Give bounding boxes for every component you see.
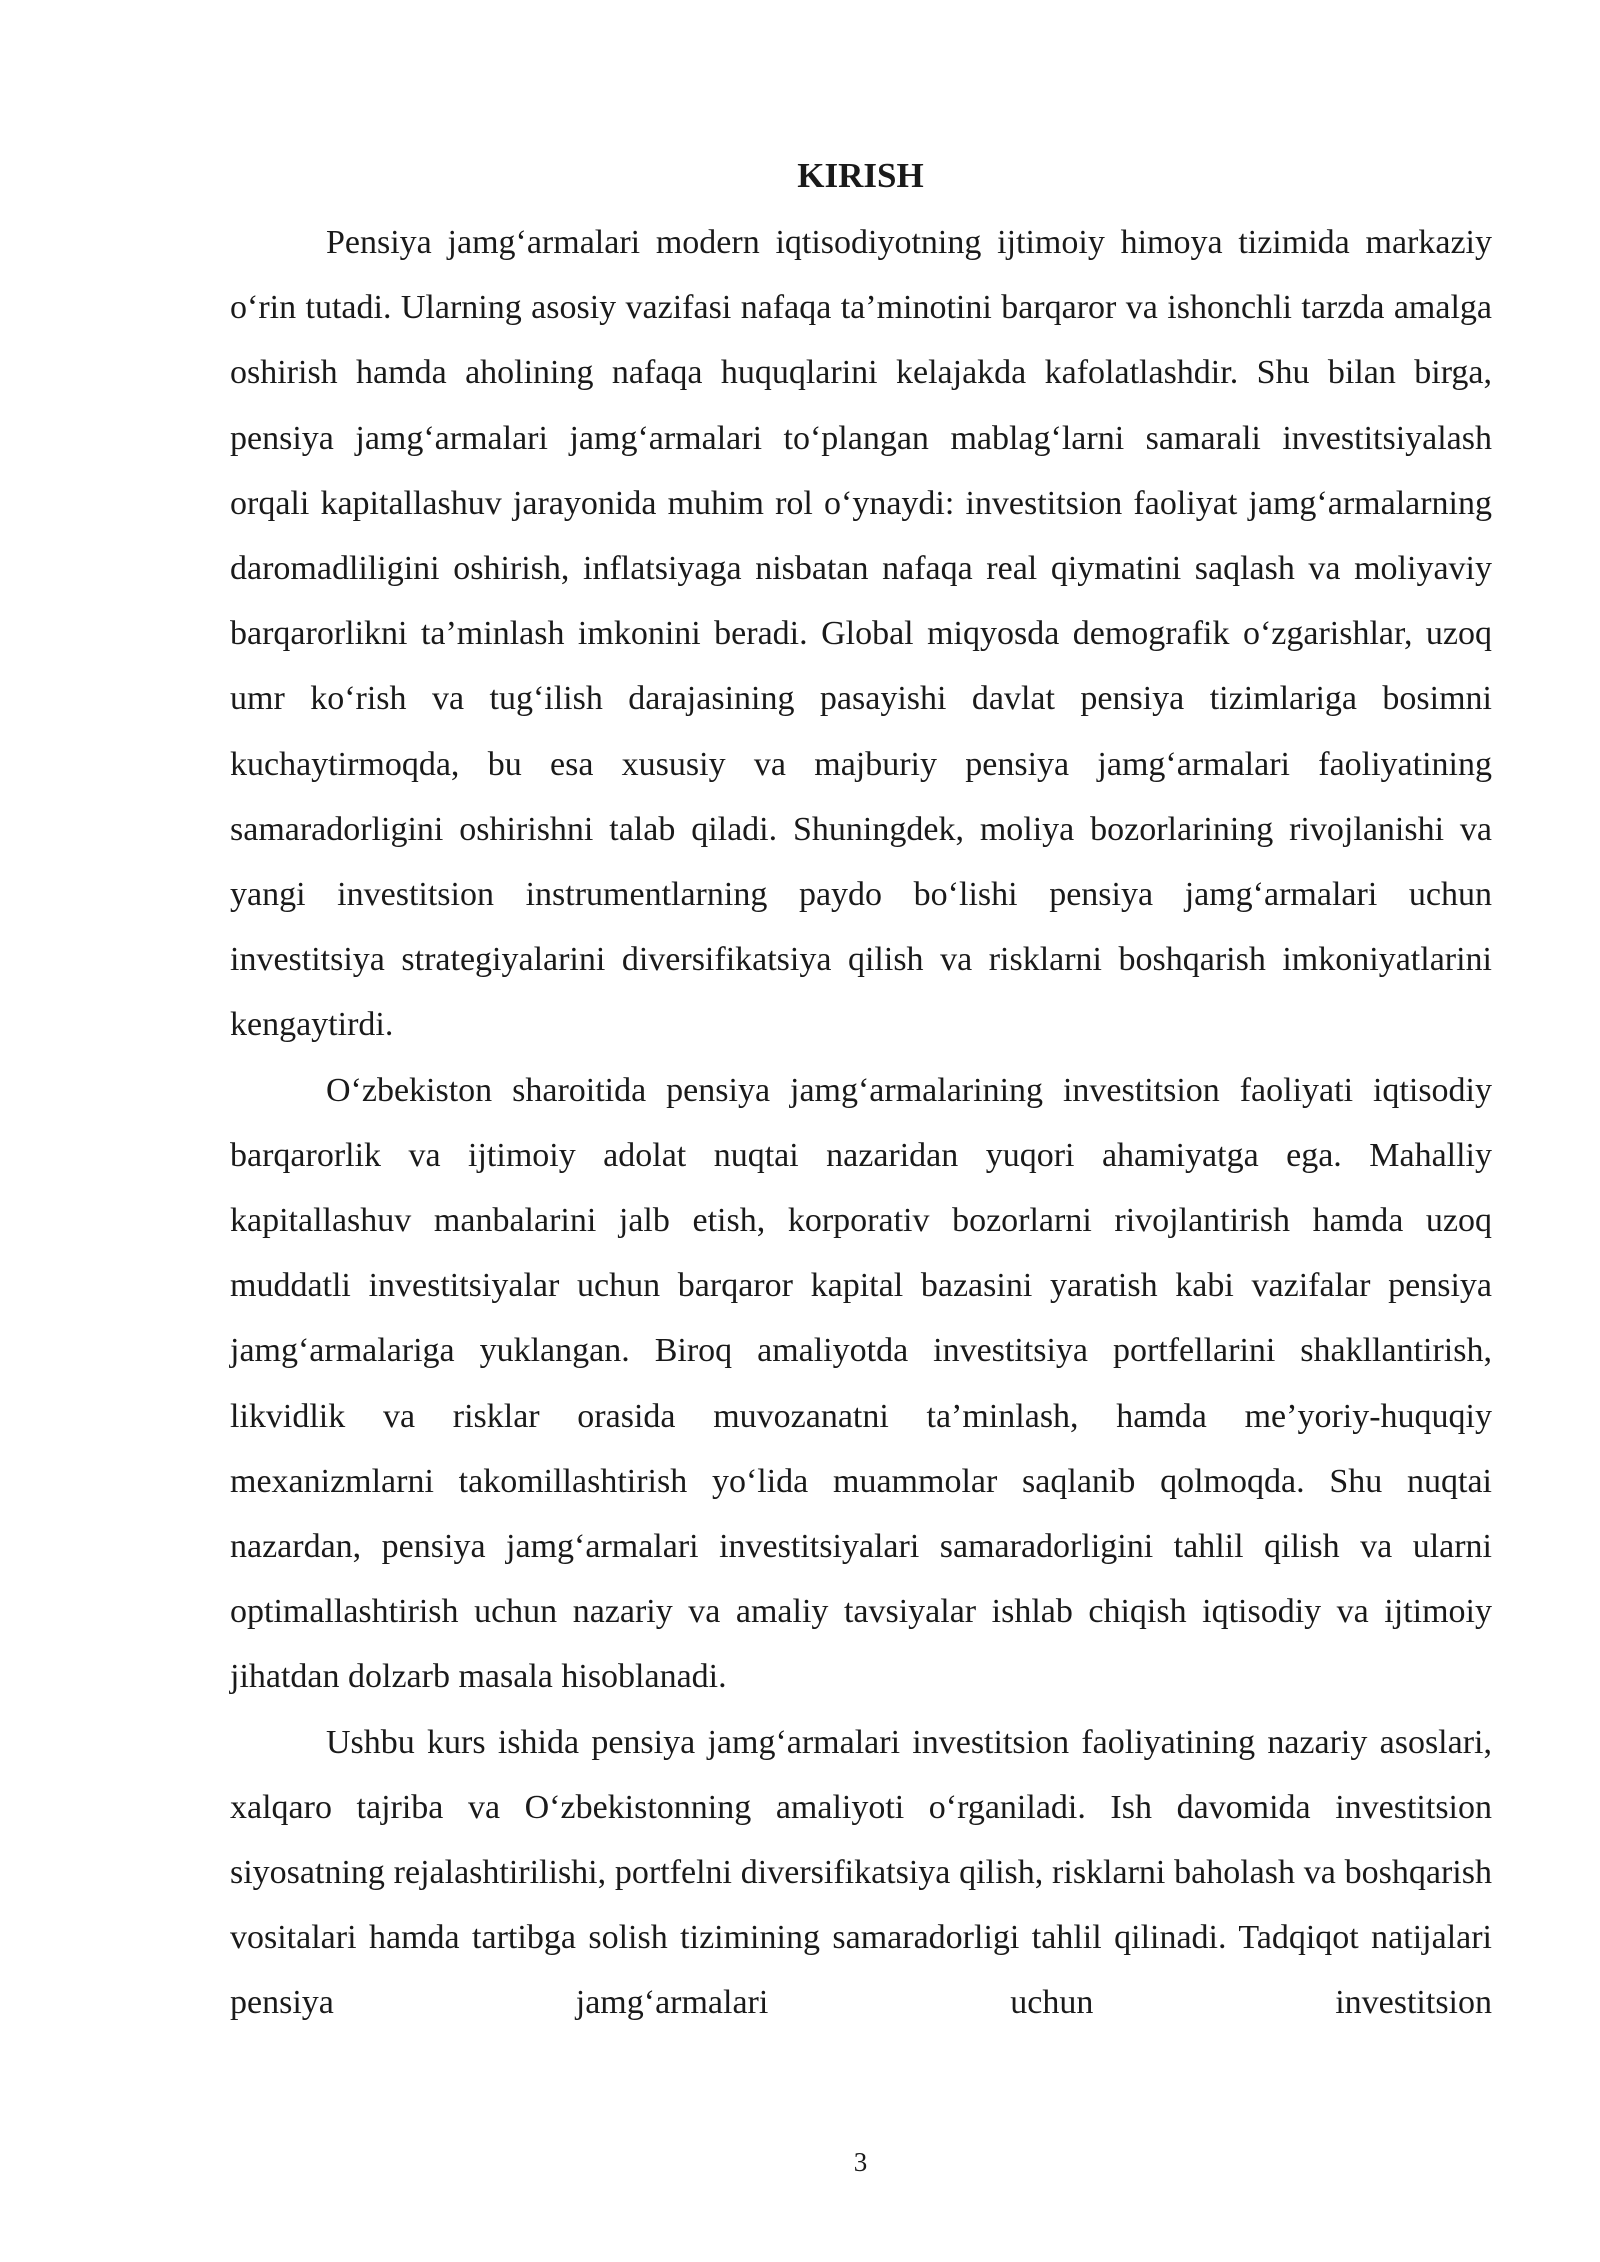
paragraph-3: Ushbu kurs ishida pensiya jamg‘armalari investitsion faoliyatining nazariy asoslari, xalqaro tajriba va O‘zbekistonning amaliyoti o‘rganiladi. Ish davomida investitsion siyosatning rejalashtirilishi, portfelni diversifikatsiya qilish, risklarni baholash va boshqarish vositalari hamda tartibga solish tizimining samaradorligi tahlil qilinadi. Tadqiqot natijalari pensiya jamg‘armalari uchun investitsion xyxy=(230,1723,1492,2022)
body-text xyxy=(230,210,1492,2036)
section-heading: KIRISH xyxy=(797,156,924,195)
paragraph-2: O‘zbekiston sharoitida pensiya jamg‘armalarining investitsion faoliyati iqtisodiy barqarorlik va ijtimoiy adolat nuqtai nazaridan yuqori ahamiyatga ega. Mahalliy kapitallashuv manbalarini jalb etish, korporativ bozorlarni rivojlantirish hamda uzoq muddatli investitsiyalar uchun barqaror kapital bazasini yaratish kabi vazifalar pensiya jamg‘armalariga yuklangan. Biroq amaliyotda investitsiya portfellarini shakllantirish, likvidlik va risklar orasida muvozanatni ta’minlash, hamda me’yoriy-huquqiy mexanizmlarni takomillashtirish yo‘lida muammolar saqlanib qolmoqda. Shu nuqtai nazardan, pensiya jamg‘armalari investitsiyalari samaradorligini tahlil qilish va ularni optimallashtirish uchun nazariy va amaliy tavsiyalar ishlab chiqish iqtisodiy va ijtimoiy jihatdan dolzarb masala hisoblanadi. xyxy=(230,1071,1492,1696)
page-number: 3 xyxy=(853,2147,868,2177)
paragraph-1: Pensiya jamg‘armalari modern iqtisodiyotning ijtimoiy himoya tizimida markaziy o‘rin tutadi. Ularning asosiy vazifasi nafaqa ta’minotini barqaror va ishonchli tarzda amalga oshirish hamda aholining nafaqa huquqlarini kelajakda kafolatlashdir. Shu bilan birga, pensiya jamg‘armalari jamg‘armalari to‘plangan mablag‘larni samarali investitsiyalash orqali kapitallashuv jarayonida muhim rol o‘ynaydi: investitsion faoliyat jamg‘armalarning daromadliligini oshirish, inflatsiyaga nisbatan nafaqa real qiymatini saqlash va moliyaviy barqarorlikni ta’minlash imkonini beradi. Global miqyosda demografik o‘zgarishlar, uzoq umr ko‘rish va tug‘ilish darajasining pasayishi davlat pensiya tizimlariga bosimni kuchaytirmoqda, bu esa xususiy va majburiy pensiya jamg‘armalari faoliyatining samaradorligini oshirishni talab qiladi. Shuningdek, moliya bozorlarining rivojlanishi va yangi investitsion instrumentlarning paydo bo‘lishi pensiya jamg‘armalari uchun investitsiya strategiyalarini diversifikatsiya qilish va risklarni boshqarish imkoniyatlarini kengaytirdi. xyxy=(230,224,1492,1044)
